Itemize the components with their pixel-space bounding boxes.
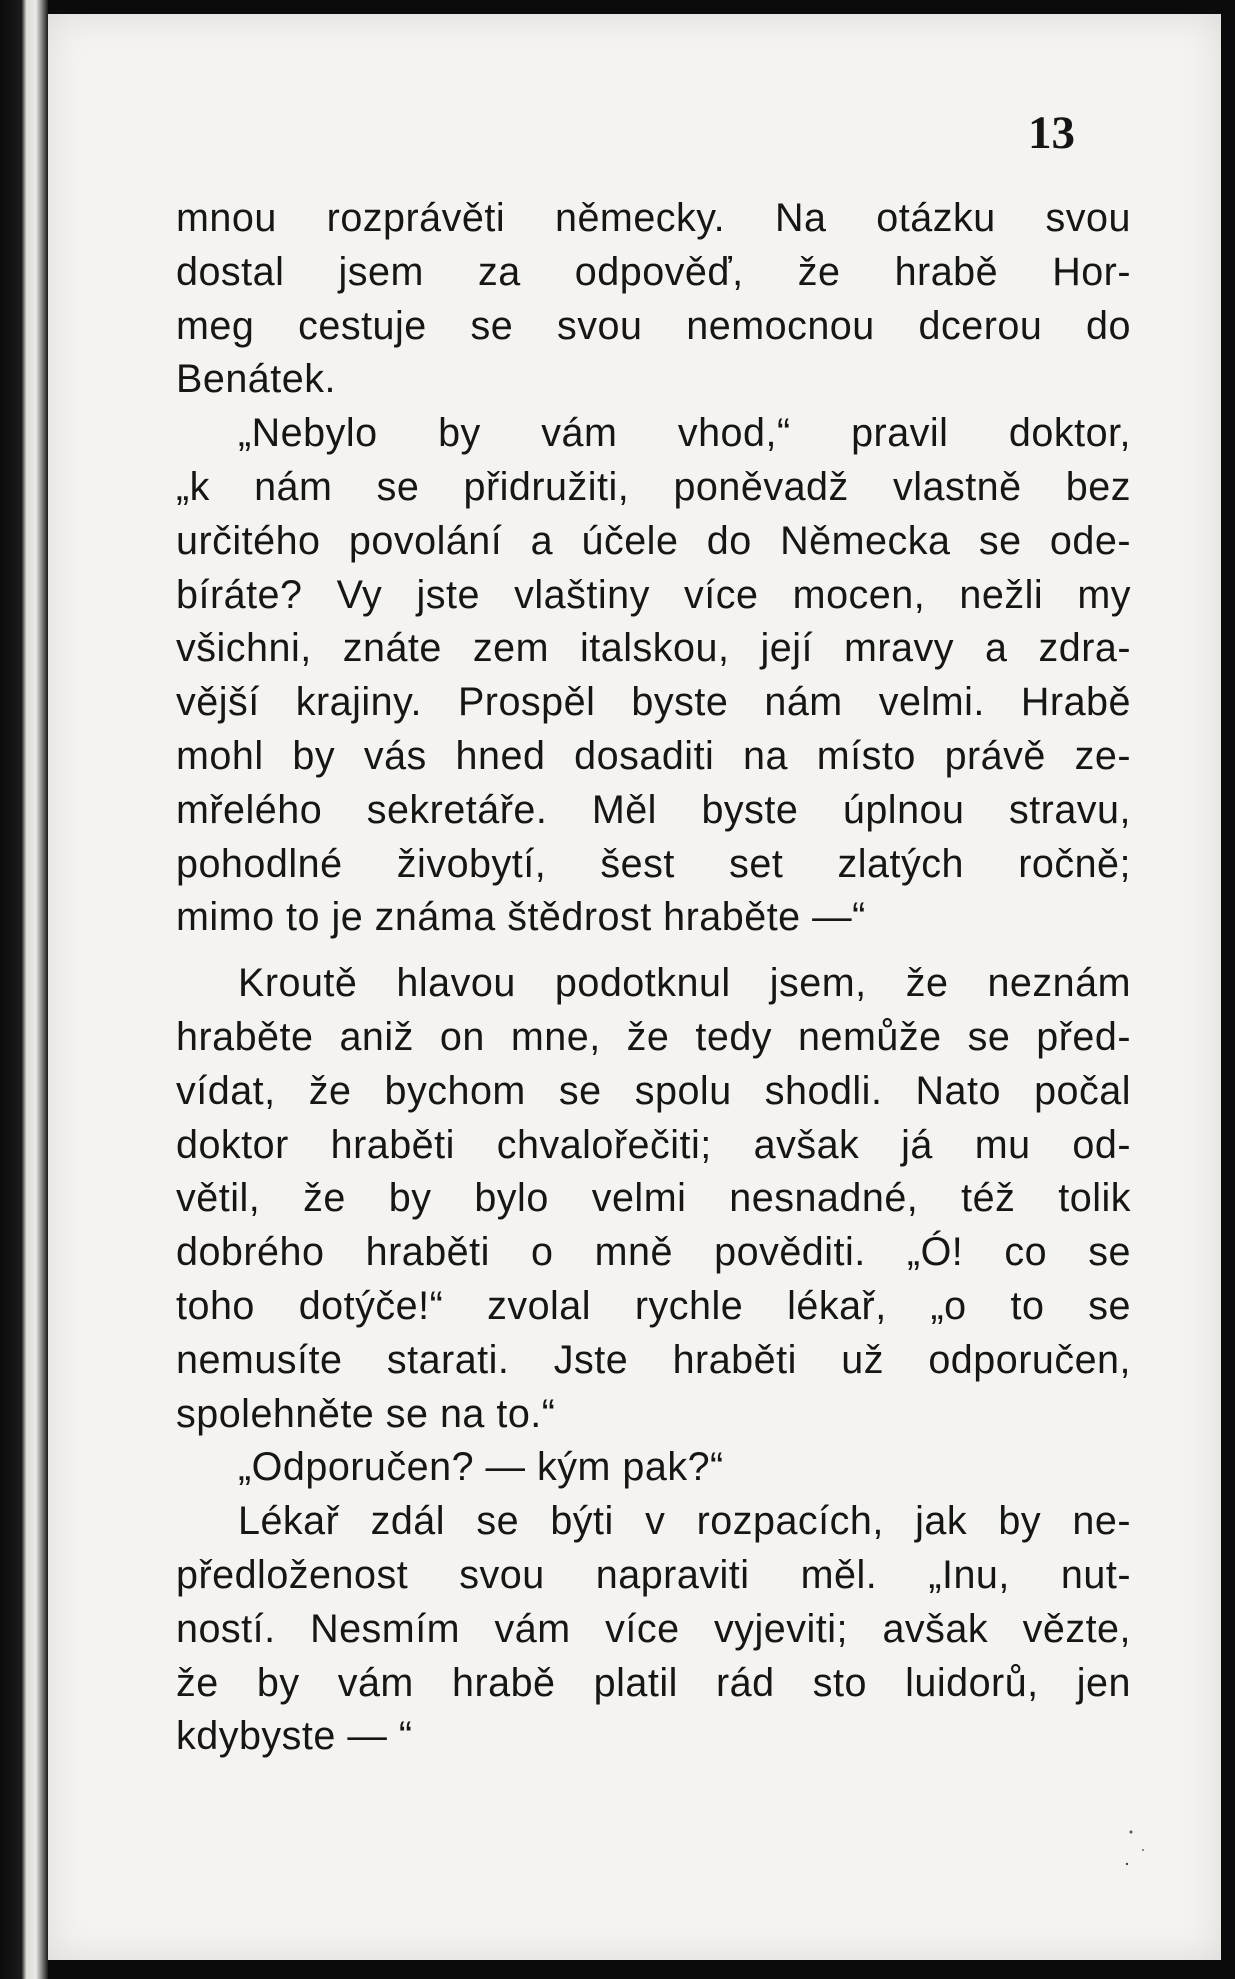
body-text bbox=[176, 192, 1131, 1764]
paragraph-gap bbox=[176, 945, 1131, 957]
text-line: Lékař zdál se býti v rozpacích, jak by ne- bbox=[238, 1499, 1131, 1544]
paragraph-3-continued bbox=[176, 1011, 1131, 1441]
text-line: mřelého sekretáře. Měl byste úplnou stravu, bbox=[176, 787, 1131, 832]
paragraph-2-continued bbox=[176, 461, 1131, 945]
text-line: „Odporučen? — kým pak?“ bbox=[238, 1445, 724, 1490]
text-line: „k nám se přidružiti, poněvadž vlastně bez bbox=[176, 464, 1131, 509]
text-line: vější krajiny. Prospěl byste nám velmi. Hrabě bbox=[176, 680, 1131, 725]
book-page bbox=[48, 14, 1221, 1960]
text-line: dobrého hraběti o mně pověditi. „Ó! co se bbox=[176, 1230, 1131, 1275]
paper-specks bbox=[1121, 1820, 1181, 1880]
text-line: kdybyste — “ bbox=[176, 1714, 413, 1759]
paragraph-1 bbox=[176, 192, 1131, 407]
text-line: „Nebylo by vám vhod,“ pravil doktor, bbox=[238, 411, 1131, 456]
text-line: pohodlné živobytí, šest set zlatých ročně; bbox=[176, 841, 1131, 886]
text-line: vídat, že bychom se spolu shodli. Nato počal bbox=[176, 1068, 1131, 1113]
text-line: spolehněte se na to.“ bbox=[176, 1391, 556, 1436]
text-line: mnou rozprávěti německy. Na otázku svou bbox=[176, 196, 1131, 240]
text-line: nemusíte starati. Jste hraběti už odporučen, bbox=[176, 1337, 1131, 1382]
text-line: předloženost svou napraviti měl. „Inu, nut- bbox=[176, 1552, 1131, 1597]
text-line: ností. Nesmím vám více vyjeviti; avšak vězte, bbox=[176, 1606, 1131, 1651]
text-line: bíráte? Vy jste vlaštiny více mocen, nežli my bbox=[176, 572, 1131, 617]
text-line: všichni, znáte zem italskou, její mravy a zdra- bbox=[176, 626, 1131, 671]
text-line: mohl by vás hned dosaditi na místo právě ze- bbox=[176, 733, 1131, 778]
text-line: Kroutě hlavou podotknul jsem, že neznám bbox=[238, 961, 1131, 1006]
paragraph-5 bbox=[176, 1495, 1131, 1549]
text-line: doktor hraběti chvalořečiti; avšak já mu od- bbox=[176, 1122, 1131, 1167]
book-spine-edge bbox=[0, 0, 48, 1979]
text-line: určitého povolání a účele do Německa se ode- bbox=[176, 518, 1131, 563]
text-line: mimo to je známa štědrost hraběte —“ bbox=[176, 895, 866, 940]
text-line: že by vám hrabě platil rád sto luidorů, jen bbox=[176, 1660, 1131, 1705]
text-line: Benátek. bbox=[176, 357, 336, 402]
paragraph-5-continued bbox=[176, 1549, 1131, 1764]
paragraph-3 bbox=[176, 957, 1131, 1011]
text-line: hraběte aniž on mne, že tedy nemůže se před- bbox=[176, 1014, 1131, 1059]
text-line: dostal jsem za odpověď, že hrabě Hor- bbox=[176, 249, 1131, 294]
text-line: větil, že by bylo velmi nesnadné, též tolik bbox=[176, 1176, 1131, 1221]
paragraph-4 bbox=[176, 1441, 1131, 1495]
paragraph-2 bbox=[176, 407, 1131, 461]
text-line: meg cestuje se svou nemocnou dcerou do bbox=[176, 303, 1131, 348]
page-number: 13 bbox=[1028, 107, 1075, 159]
text-line: toho dotýče!“ zvolal rychle lékař, „o to se bbox=[176, 1283, 1131, 1328]
